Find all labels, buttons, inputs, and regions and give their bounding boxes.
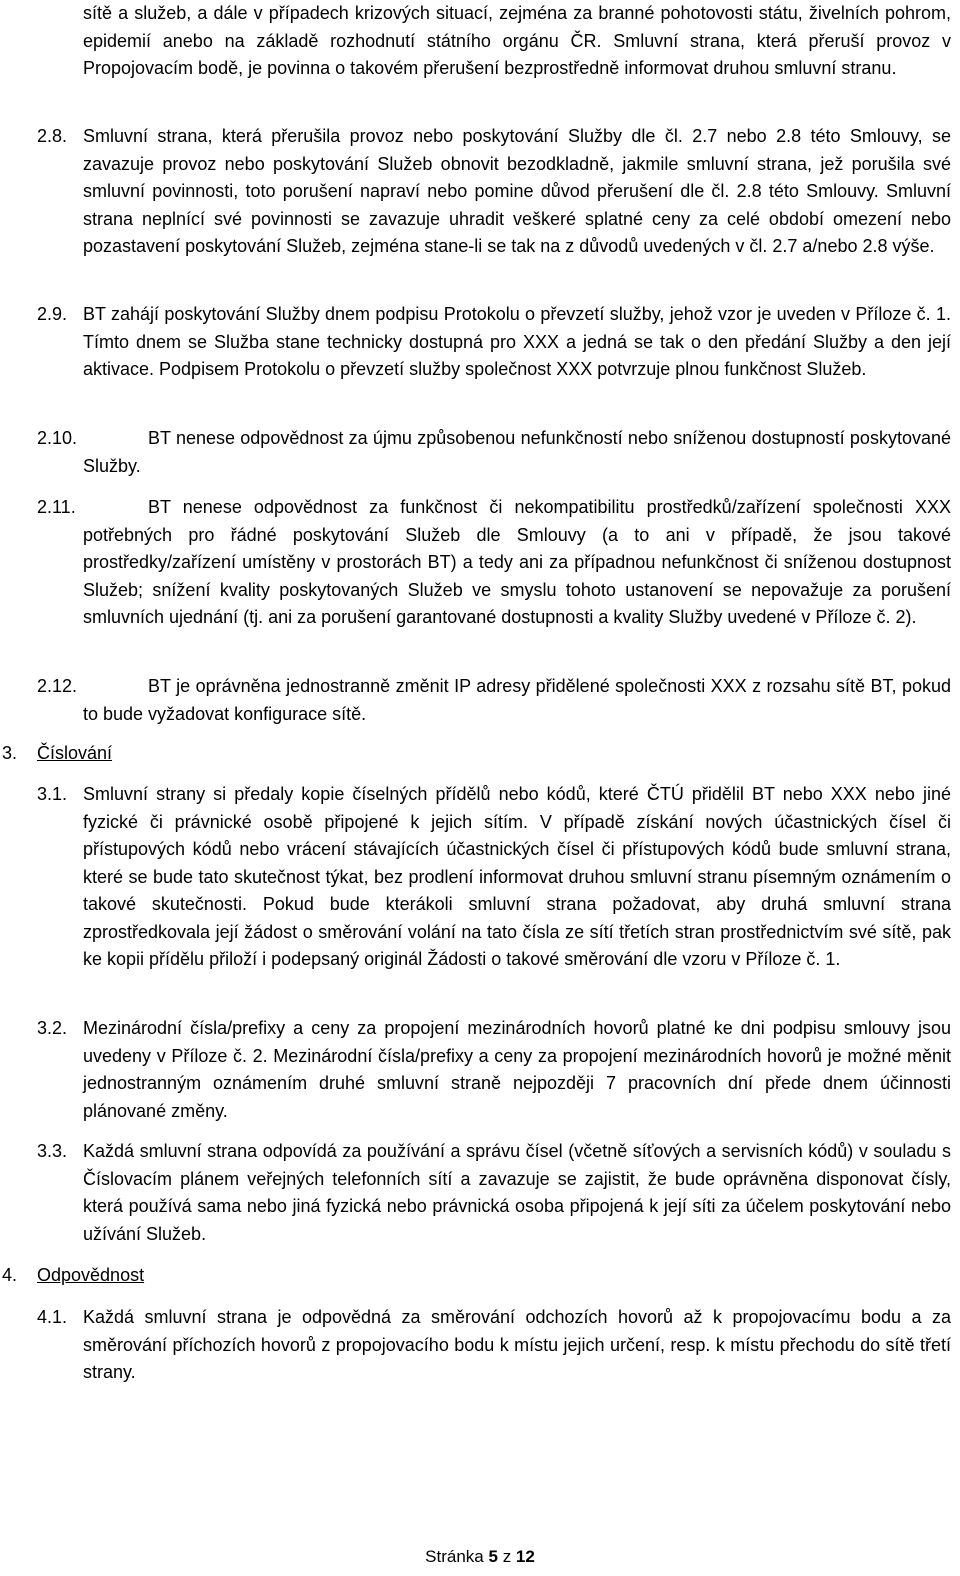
clause-3-1-text: Smluvní strany si předaly kopie číselných přídělů nebo kódů, které ČTÚ přidělil BT nebo XXX nebo jiné fyzické či právnické osobě připojené k jejich sítím. V případě získání nových účastnických čísel či přístupových kódů nebo vrácení stávajících účastnických čísel či přístupových kódů bude smluvní strana, které se bude tato skutečnost týkat, bez prodlení informovat druhou smluvní stranu písemným oznámením o takové skutečnosti. Pokud bude kterákoli smluvní strana požadovat, aby druhá smluvní strana zprostředkovala její žádost o směrování volání na tato čísla ze sítí třetích stran prostřednictvím své sítě, pak ke kopii přídělu přiloží i podepsaný originál Žádosti o takové směrování dle vzoru v Příloze č. 1.: [83, 784, 951, 969]
clause-2-9-text: BT zahájí poskytování Služby dnem podpisu Protokolu o převzetí služby, jehož vzor je uveden v Příloze č. 1. Tímto dnem se Služba stane technicky dostupná pro XXX a jedná se tak o den předání Služby a den její aktivace. Podpisem Protokolu o převzetí služby společnost XXX potvrzuje plnou funkčnost Služeb.: [83, 304, 951, 379]
section-4-number: 4.: [2, 1265, 18, 1285]
clause-number-3-1: 3.1.: [37, 784, 68, 804]
clause-2-8-text: Smluvní strana, která přerušila provoz nebo poskytování Služby dle čl. 2.7 nebo 2.8 této Smlouvy, se zavazuje provoz nebo poskytování Služeb obnovit bezodkladně, jakmile smluvní strana, jež porušila své smluvní povinnosti, toto porušení napraví nebo pomine důvod přerušení dle čl. 2.8 této Smlouvy. Smluvní strana neplnící své povinnosti se zavazuje uhradit veškeré splatné ceny za celé období omezení nebo pozastavení poskytování Služeb, zejména stane-li se tak na z důvodů uvedených v čl. 2.7 a/nebo 2.8 výše.: [83, 126, 951, 256]
clause-4-1-text: Každá smluvní strana je odpovědná za směrování odchozích hovorů až k propojovacímu bodu a za směrování příchozích hovorů z propojovacího bodu k místu jejich určení, resp. k místu přechodu do sítě třetí strany.: [83, 1307, 951, 1382]
clause-2-12-text: BT je oprávněna jednostranně změnit IP adresy přidělené společnosti XXX z rozsahu sítě BT, pokud to bude vyžadovat konfigurace sítě.: [83, 676, 951, 724]
footer-prefix: Stránka: [425, 1547, 484, 1566]
section-3-title: Číslování: [37, 743, 113, 763]
clause-number-2-12: 2.12.: [37, 676, 78, 696]
page-footer: [0, 1546, 960, 1568]
clause-number-4-1: 4.1.: [37, 1307, 68, 1327]
clause-number-3-3: 3.3.: [37, 1141, 68, 1161]
section-4-title: Odpovědnost: [37, 1265, 145, 1285]
section-4-heading: [2, 1262, 144, 1290]
section-3-heading: [2, 740, 112, 768]
clause-number-2-8: 2.8.: [37, 126, 68, 146]
section-3-number: 3.: [2, 743, 18, 763]
clause-number-3-2: 3.2.: [37, 1018, 68, 1038]
clause-2-11-text: BT nenese odpovědnost za funkčnost či nekompatibilitu prostředků/zařízení společnosti XXX potřebných pro řádné poskytování Služeb dle Smlouvy (a to ani v případě, že jsou takové prostředky/zařízení umístěny v prostorách BT) a tedy ani za případnou nefunkčnost či sníženou dostupnost Služeb; snížení kvality poskytovaných Služeb ve smyslu tohoto ustanovení se nepovažuje za porušení smluvních ujednání (tj. ani za porušení garantované dostupnosti a kvality Služby uvedené v Příloze č. 2).: [83, 497, 951, 627]
clause-3-3-text: Každá smluvní strana odpovídá za používání a správu čísel (včetně síťových a servisních kódů) v souladu s Číslovacím plánem veřejných telefonních sítí a zavazuje se zajistit, že bude oprávněna disponovat čísly, která používá sama nebo jiná fyzická nebo právnická osoba připojená k její síti za účelem poskytování nebo užívání Služeb.: [83, 1141, 951, 1244]
clause-number-2-9: 2.9.: [37, 304, 68, 324]
clause-number-2-10: 2.10.: [37, 428, 78, 448]
clause-2-10-text: BT nenese odpovědnost za újmu způsobenou nefunkčností nebo sníženou dostupností poskytované Služby.: [83, 428, 951, 476]
intro-paragraph: sítě a služeb, a dále v případech krizových situací, zejména za branné pohotovosti státu, živelních pohrom, epidemií anebo na základě rozhodnutí státního orgánu ČR. Smluvní strana, která přeruší provoz v Propojovacím bodě, je povinna o takovém přerušení bezprostředně informovat druhou smluvní stranu.: [83, 3, 951, 78]
footer-separator: z: [502, 1547, 512, 1566]
clause-number-2-11: 2.11.: [37, 497, 76, 517]
footer-page-number: 5: [488, 1547, 498, 1566]
clause-3-2-text: Mezinárodní čísla/prefixy a ceny za propojení mezinárodních hovorů platné ke dni podpisu smlouvy jsou uvedeny v Příloze č. 2. Mezinárodní čísla/prefixy a ceny za propojení mezinárodních hovorů je možné měnit jednostranným oznámením druhé smluvní straně nejpozději 7 pracovních dní přede dnem účinnosti plánované změny.: [83, 1018, 951, 1121]
footer-total-pages: 12: [515, 1547, 535, 1566]
